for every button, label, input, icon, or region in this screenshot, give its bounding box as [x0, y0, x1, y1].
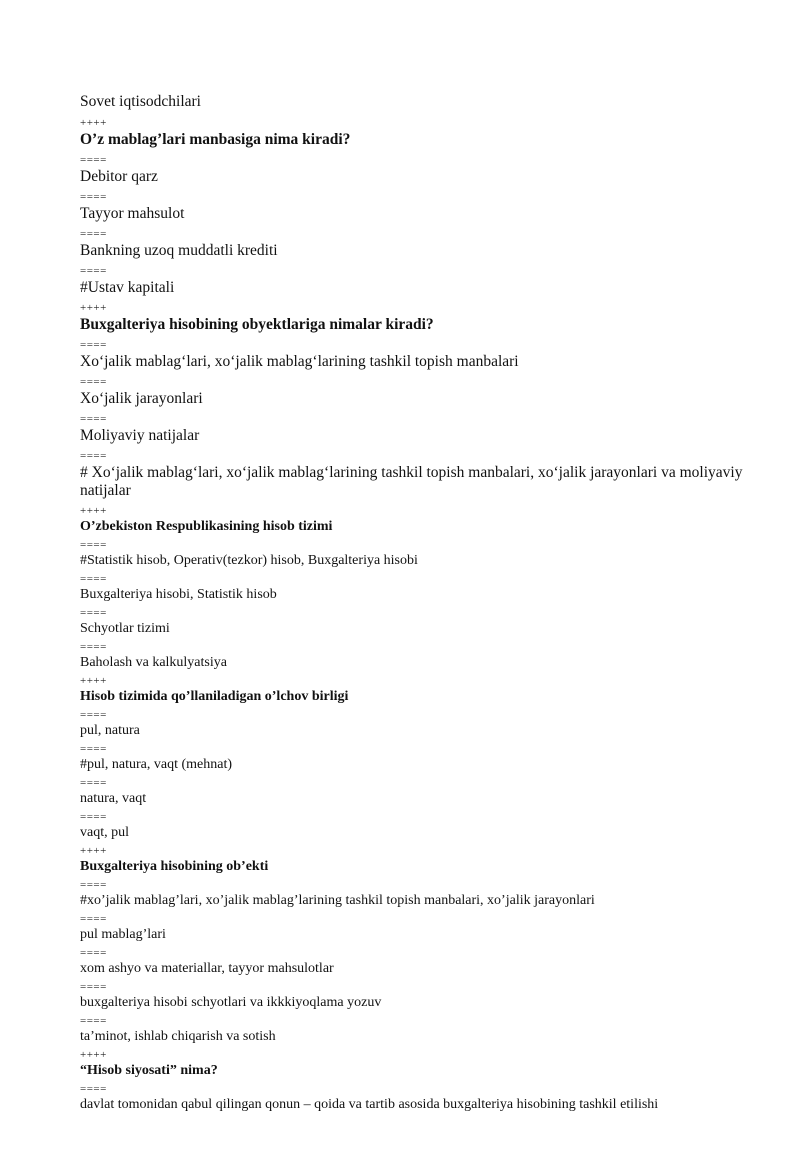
answer-option: Tayyor mahsulot [80, 205, 185, 222]
separator-line: ==== [80, 641, 107, 653]
answer-option: Schyotlar tizimi [80, 621, 170, 636]
answer-option: ta’minot, ishlab chiqarish va sotish [80, 1029, 276, 1044]
separator-line: ++++ [80, 845, 107, 857]
separator-line: ==== [80, 709, 107, 721]
separator-line: ==== [80, 1015, 107, 1027]
answer-option: Debitor qarz [80, 168, 158, 185]
answer-option: #Ustav kapitali [80, 279, 175, 296]
answer-option: Bankning uzoq muddatli krediti [80, 242, 278, 259]
answer-option: xom ashyo va materiallar, tayyor mahsulotlar [80, 961, 334, 976]
separator-line: ==== [80, 539, 107, 551]
question-text: Buxgalteriya hisobining obyektlariga nimalar kiradi? [80, 316, 434, 333]
answer-option: # Xo‘jalik mablag‘lari, xo‘jalik mablag‘larining tashkil topish manbalari, xo‘jalik jarayonlari va moliyaviy natijalar [80, 464, 743, 499]
separator-line: ++++ [80, 505, 107, 517]
answer-option: #Statistik hisob, Operativ(tezkor) hisob, Buxgalteriya hisobi [80, 553, 418, 568]
separator-line: ++++ [80, 675, 107, 687]
separator-line: ==== [80, 743, 107, 755]
separator-line: ==== [80, 777, 107, 789]
answer-option: pul, natura [80, 723, 140, 738]
answer-option: Buxgalteriya hisobi, Statistik hisob [80, 587, 277, 602]
separator-line: ==== [80, 879, 107, 891]
answer-option: #pul, natura, vaqt (mehnat) [80, 757, 233, 772]
separator-line: ++++ [80, 1049, 107, 1061]
separator-line: ==== [80, 811, 107, 823]
separator-line: ==== [80, 947, 107, 959]
separator-line: ++++ [80, 117, 107, 129]
question-text: Buxgalteriya hisobining ob’ekti [80, 859, 269, 874]
separator-line: ==== [80, 1083, 107, 1095]
answer-option: Baholash va kalkulyatsiya [80, 655, 227, 670]
separator-line: ==== [80, 154, 107, 166]
separator-line: ==== [80, 607, 107, 619]
separator-line: ==== [80, 981, 107, 993]
answer-option: Sovet iqtisodchilari [80, 93, 201, 110]
separator-line: ==== [80, 450, 107, 462]
answer-option: Xo‘jalik mablag‘lari, xo‘jalik mablag‘larining tashkil topish manbalari [80, 353, 519, 370]
question-text: O’z mablag’lari manbasiga nima kiradi? [80, 131, 351, 148]
question-text: O’zbekiston Respublikasining hisob tizimi [80, 519, 333, 534]
answer-option: #xo’jalik mablag’lari, xo’jalik mablag’larining tashkil topish manbalari, xo’jalik jarayonlari [80, 893, 595, 908]
separator-line: ==== [80, 191, 107, 203]
answer-option: natura, vaqt [80, 791, 147, 806]
separator-line: ==== [80, 413, 107, 425]
answer-option: davlat tomonidan qabul qilingan qonun – qoida va tartib asosida buxgalteriya hisobining tashkil etilishi [80, 1097, 659, 1112]
question-text: “Hisob siyosati” nima? [80, 1063, 218, 1078]
separator-line: ==== [80, 913, 107, 925]
answer-option: vaqt, pul [80, 825, 129, 840]
separator-line: ++++ [80, 302, 107, 314]
answer-option: pul mablag’lari [80, 927, 166, 942]
question-text: Hisob tizimida qo’llaniladigan o’lchov birligi [80, 689, 349, 704]
answer-option: Moliyaviy natijalar [80, 427, 200, 444]
answer-option: Xo‘jalik jarayonlari [80, 390, 203, 407]
separator-line: ==== [80, 376, 107, 388]
answer-option: buxgalteriya hisobi schyotlari va ikkkiyoqlama yozuv [80, 995, 382, 1010]
separator-line: ==== [80, 339, 107, 351]
separator-line: ==== [80, 265, 107, 277]
separator-line: ==== [80, 573, 107, 585]
separator-line: ==== [80, 228, 107, 240]
